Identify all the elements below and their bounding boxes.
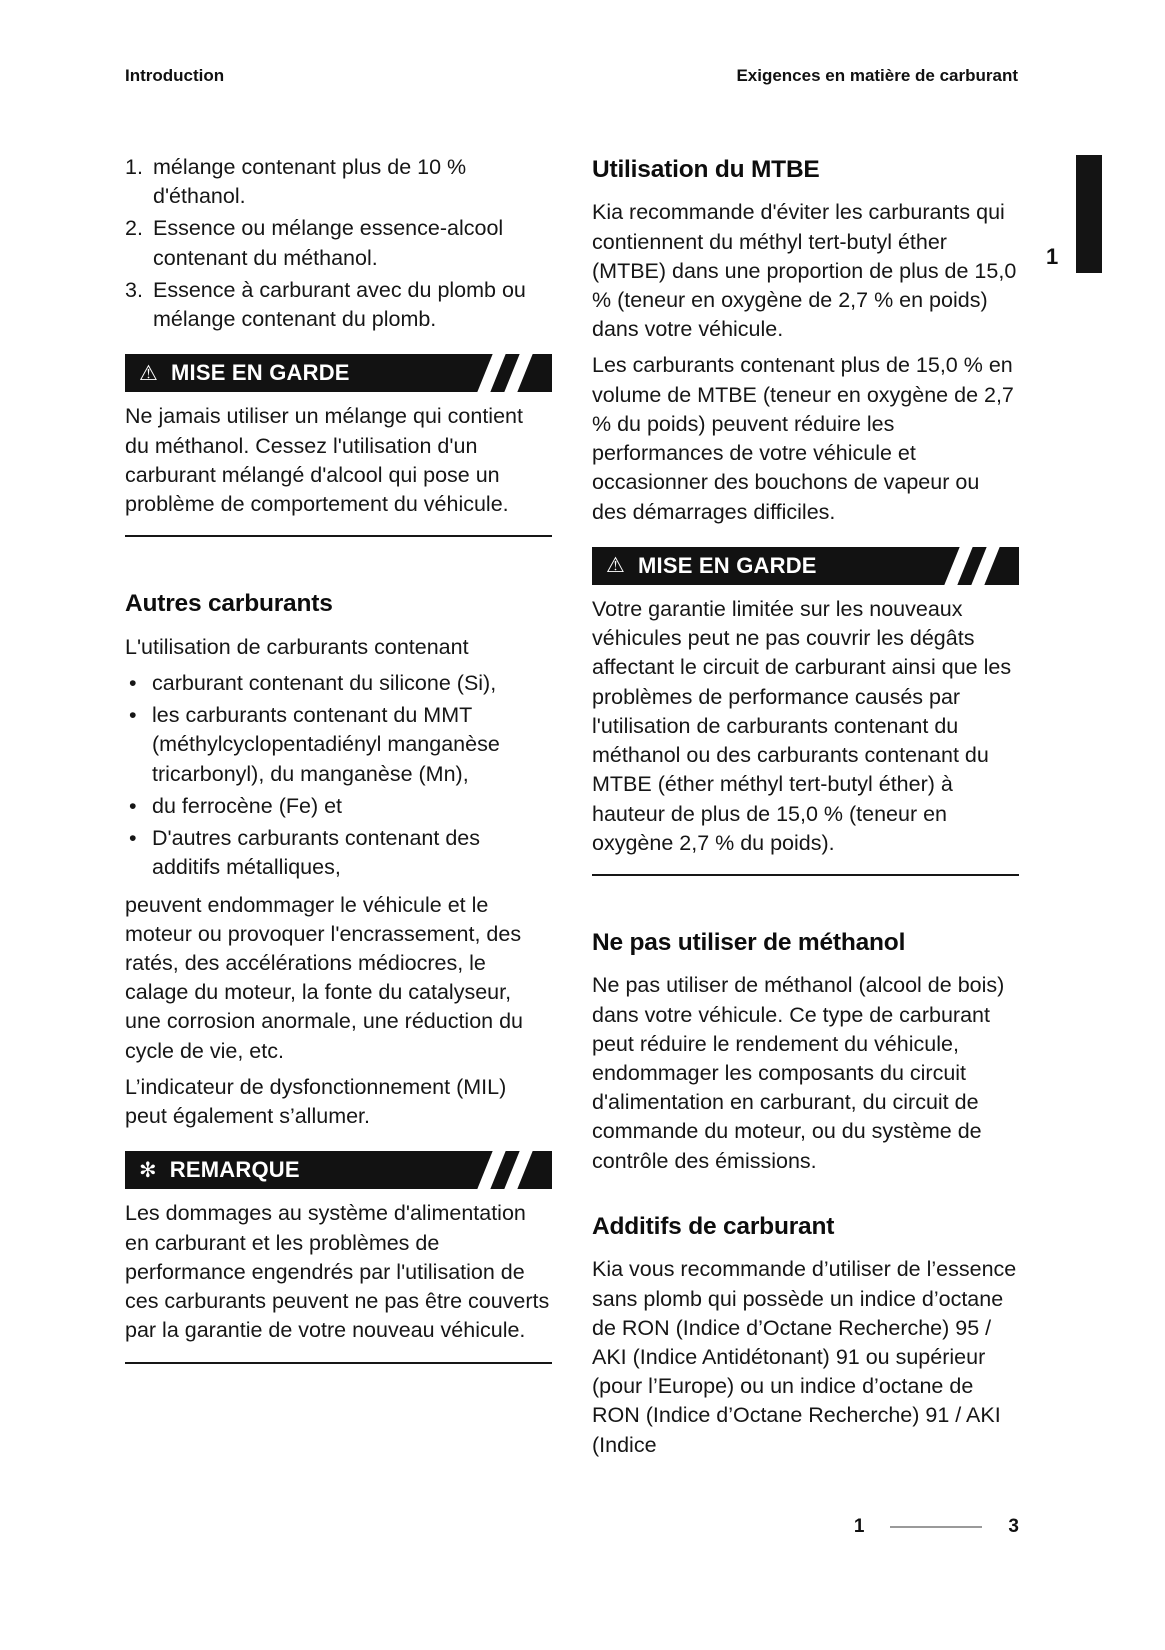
body-paragraph: peuvent endommager le véhicule et le moteur ou provoquer l'encrassement, des ratés, des accélérations médiocres, le calage du moteur, la fonte du catalyseur, une corrosion anormale, une réduction du cycle de vie, etc. bbox=[125, 892, 524, 1063]
warning-triangle-icon: ⚠ bbox=[606, 554, 626, 578]
body-paragraph: Kia vous recommande d’utiliser de l’essence sans plomb qui possède un indice d’octane de RON (Indice d’Octane Recherche) 95 / AKI (Indice Antidétonant) 91 ou supérieur (pour l’Europe) ou un indice d’octane de RON (Indice d’Octane Recherche) 91 / AKI (Indice bbox=[592, 1257, 1017, 1457]
section-heading-mtbe: Utilisation du MTBE bbox=[592, 156, 820, 183]
footer-divider bbox=[890, 1526, 982, 1528]
right-column bbox=[592, 150, 1019, 1467]
bullet-icon: • bbox=[129, 670, 137, 695]
caution-text: Ne jamais utiliser un mélange qui contient du méthanol. Cessez l'utilisation d'un carburant mélangé d'alcool qui pose un problème de comportement du véhicule. bbox=[125, 404, 523, 517]
list-item bbox=[125, 824, 552, 882]
list-item-text: mélange contenant plus de 10 % d'éthanol. bbox=[153, 155, 467, 209]
list-item-number: 1. bbox=[125, 155, 143, 179]
note-banner bbox=[125, 1151, 552, 1189]
fuel-additives-bullet-list bbox=[125, 669, 552, 883]
bullet-icon: • bbox=[129, 703, 137, 728]
section-divider bbox=[125, 535, 552, 537]
note-text: Les dommages au système d'alimentation en carburant et les problèmes de performance engendrés par l'utilisation de ces carburants peuvent ne pas être couverts par la garantie de votre nouveau véhicule. bbox=[125, 1201, 550, 1343]
list-item bbox=[125, 792, 552, 821]
page-footer bbox=[592, 1516, 1019, 1538]
section-divider bbox=[592, 874, 1019, 876]
warning-triangle-icon: ⚠ bbox=[139, 361, 159, 385]
body-paragraph: L’indicateur de dysfonctionnement (MIL) peut également s’allumer. bbox=[125, 1074, 507, 1129]
bullet-icon: • bbox=[129, 826, 137, 851]
chapter-number: 1 bbox=[1046, 244, 1059, 269]
caution-banner-label: MISE EN GARDE bbox=[171, 360, 350, 386]
caution-banner bbox=[592, 547, 1019, 585]
section-heading-additifs: Additifs de carburant bbox=[592, 1212, 835, 1240]
list-item-text: les carburants contenant du MMT (méthylcyclopentadiényl manganèse tricarbonyl), du manganèse (Mn), bbox=[152, 703, 500, 786]
body-paragraph: L'utilisation de carburants contenant bbox=[125, 634, 469, 659]
section-heading-autres-carburants: Autres carburants bbox=[125, 590, 333, 618]
running-header-left: Introduction bbox=[125, 66, 225, 85]
chapter-tab-bar bbox=[1076, 155, 1102, 273]
bullet-icon: • bbox=[129, 793, 137, 818]
caution-banner-label: MISE EN GARDE bbox=[638, 552, 817, 578]
prohibited-fuels-list bbox=[125, 153, 552, 334]
list-item bbox=[125, 153, 552, 211]
footer-chapter-number: 1 bbox=[853, 1516, 865, 1537]
list-item-text: carburant contenant du silicone (Si), bbox=[152, 670, 497, 695]
asterisk-icon: ✻ bbox=[139, 1158, 157, 1182]
list-item bbox=[125, 276, 552, 334]
caution-banner bbox=[125, 354, 552, 392]
list-item-text: du ferrocène (Fe) et bbox=[152, 793, 343, 818]
body-paragraph: Kia recommande d'éviter les carburants qui contiennent du méthyl tert-butyl éther (MTBE) dans une proportion de plus de 15,0 % (teneur en oxygène de 2,7 % en poids) dans votre véhicule. bbox=[592, 200, 1017, 342]
note-banner-label: REMARQUE bbox=[169, 1157, 300, 1183]
list-item-text: Essence à carburant avec du plomb ou mélange contenant du plomb. bbox=[153, 277, 526, 332]
running-header-right: Exigences en matière de carburant bbox=[736, 66, 1018, 85]
list-item-text: D'autres carburants contenant des additifs métalliques, bbox=[152, 826, 480, 880]
section-heading-methanol: Ne pas utiliser de méthanol bbox=[592, 929, 906, 956]
section-divider bbox=[125, 1362, 552, 1364]
list-item-text: Essence ou mélange essence-alcool contenant du méthanol. bbox=[153, 216, 504, 270]
list-item bbox=[125, 214, 552, 272]
body-paragraph: Les carburants contenant plus de 15,0 % en volume de MTBE (teneur en oxygène de 2,7 % du poids) peuvent réduire les performances de votre véhicule et occasionner des bouchons de vapeur ou des démarrages difficiles. bbox=[592, 353, 1014, 524]
list-item bbox=[125, 701, 552, 789]
list-item-number: 2. bbox=[125, 216, 143, 241]
caution-text: Votre garantie limitée sur les nouveaux véhicules peut ne pas couvrir les dégâts affectant le circuit de carburant ainsi que les problèmes de performance causés par l'utilisation de carburants contenant du méthanol ou des carburants contenant du MTBE (éther méthyl tert-butyl éther) à hauteur de plus de 15,0 % (teneur en oxygène 2,7 % du poids). bbox=[592, 596, 1012, 855]
left-column bbox=[125, 150, 552, 1364]
list-item bbox=[125, 669, 552, 698]
body-paragraph: Ne pas utiliser de méthanol (alcool de bois) dans votre véhicule. Ce type de carburant peut réduire le rendement du véhicule, endommager les composants du circuit d'alimentation en carburant, du circuit de commande du moteur, ou du système de contrôle des émissions. bbox=[592, 973, 1005, 1173]
footer-page-number: 3 bbox=[1008, 1516, 1019, 1537]
list-item-number: 3. bbox=[125, 277, 143, 302]
